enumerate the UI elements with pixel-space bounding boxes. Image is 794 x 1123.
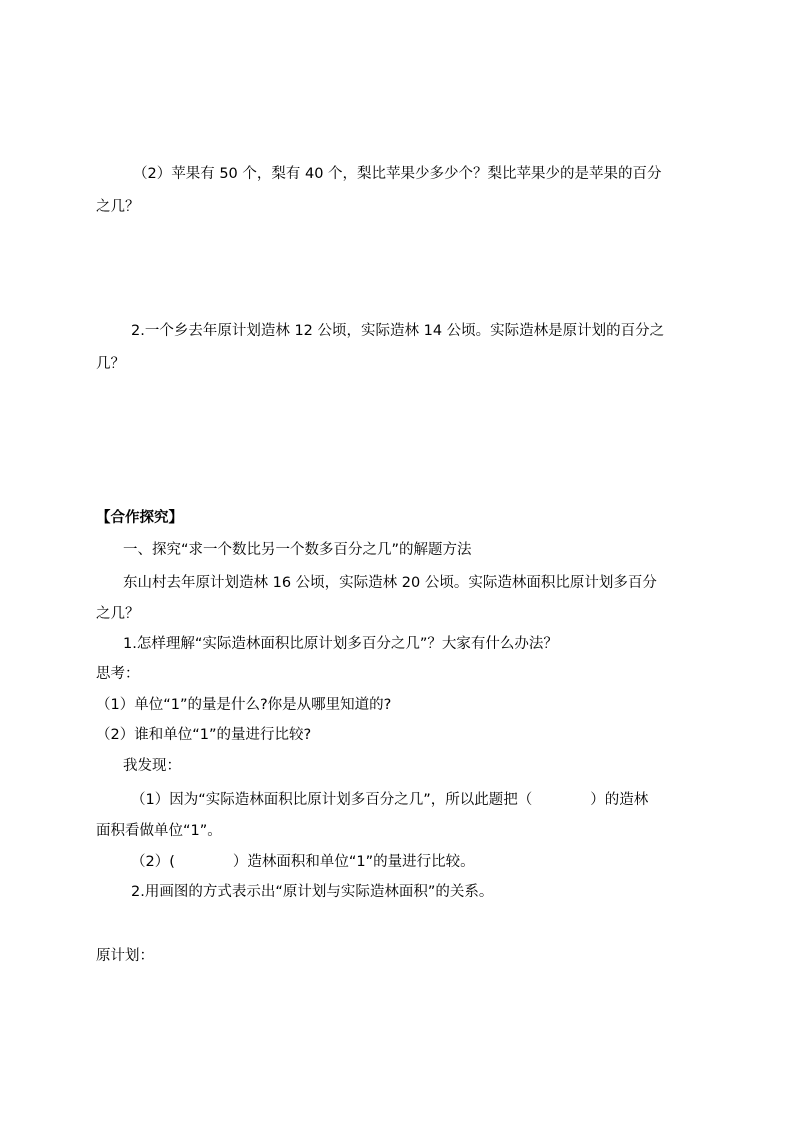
section-heading: 【合作探究】 [96,510,183,526]
problem-2-line1: 2.一个乡去年原计划造林 12 公顷，实际造林 14 公顷。实际造林是原计划的百分之 [131,323,665,339]
think-question-1: （1）单位“1”的量是什么?你是从哪里知道的? [96,697,392,713]
think-label: 思考： [96,666,140,682]
discover-2: （2）( ）造林面积和单位“1”的量进行比较。 [131,854,475,870]
problem-2-2-line2: 之几？ [96,199,140,215]
original-plan-label: 原计划： [96,948,154,964]
discover-1-line2: 面积看做单位“1”。 [96,823,222,839]
think-question-2: （2）谁和单位“1”的量进行比较? [96,727,312,743]
problem-line2: 之几？ [96,606,140,622]
section-topic: 一、探究“求一个数比另一个数多百分之几”的解题方法 [123,542,472,558]
problem-2-2-line1: （2）苹果有 50 个，梨有 40 个，梨比苹果少多少个？梨比苹果少的是苹果的百分 [133,166,662,182]
question-2: 2.用画图的方式表示出“原计划与实际造林面积”的关系。 [131,884,494,900]
problem-line1: 东山村去年原计划造林 16 公顷，实际造林 20 公顷。实际造林面积比原计划多百分 [123,575,657,591]
discover-label: 我发现： [123,758,181,774]
question-1: 1.怎样理解“实际造林面积比原计划多百分之几”？大家有什么办法？ [123,636,558,652]
problem-2-line2: 几？ [96,356,125,372]
discover-1-line1: （1）因为“实际造林面积比原计划多百分之几”，所以此题把（ ）的造林 [131,792,649,808]
